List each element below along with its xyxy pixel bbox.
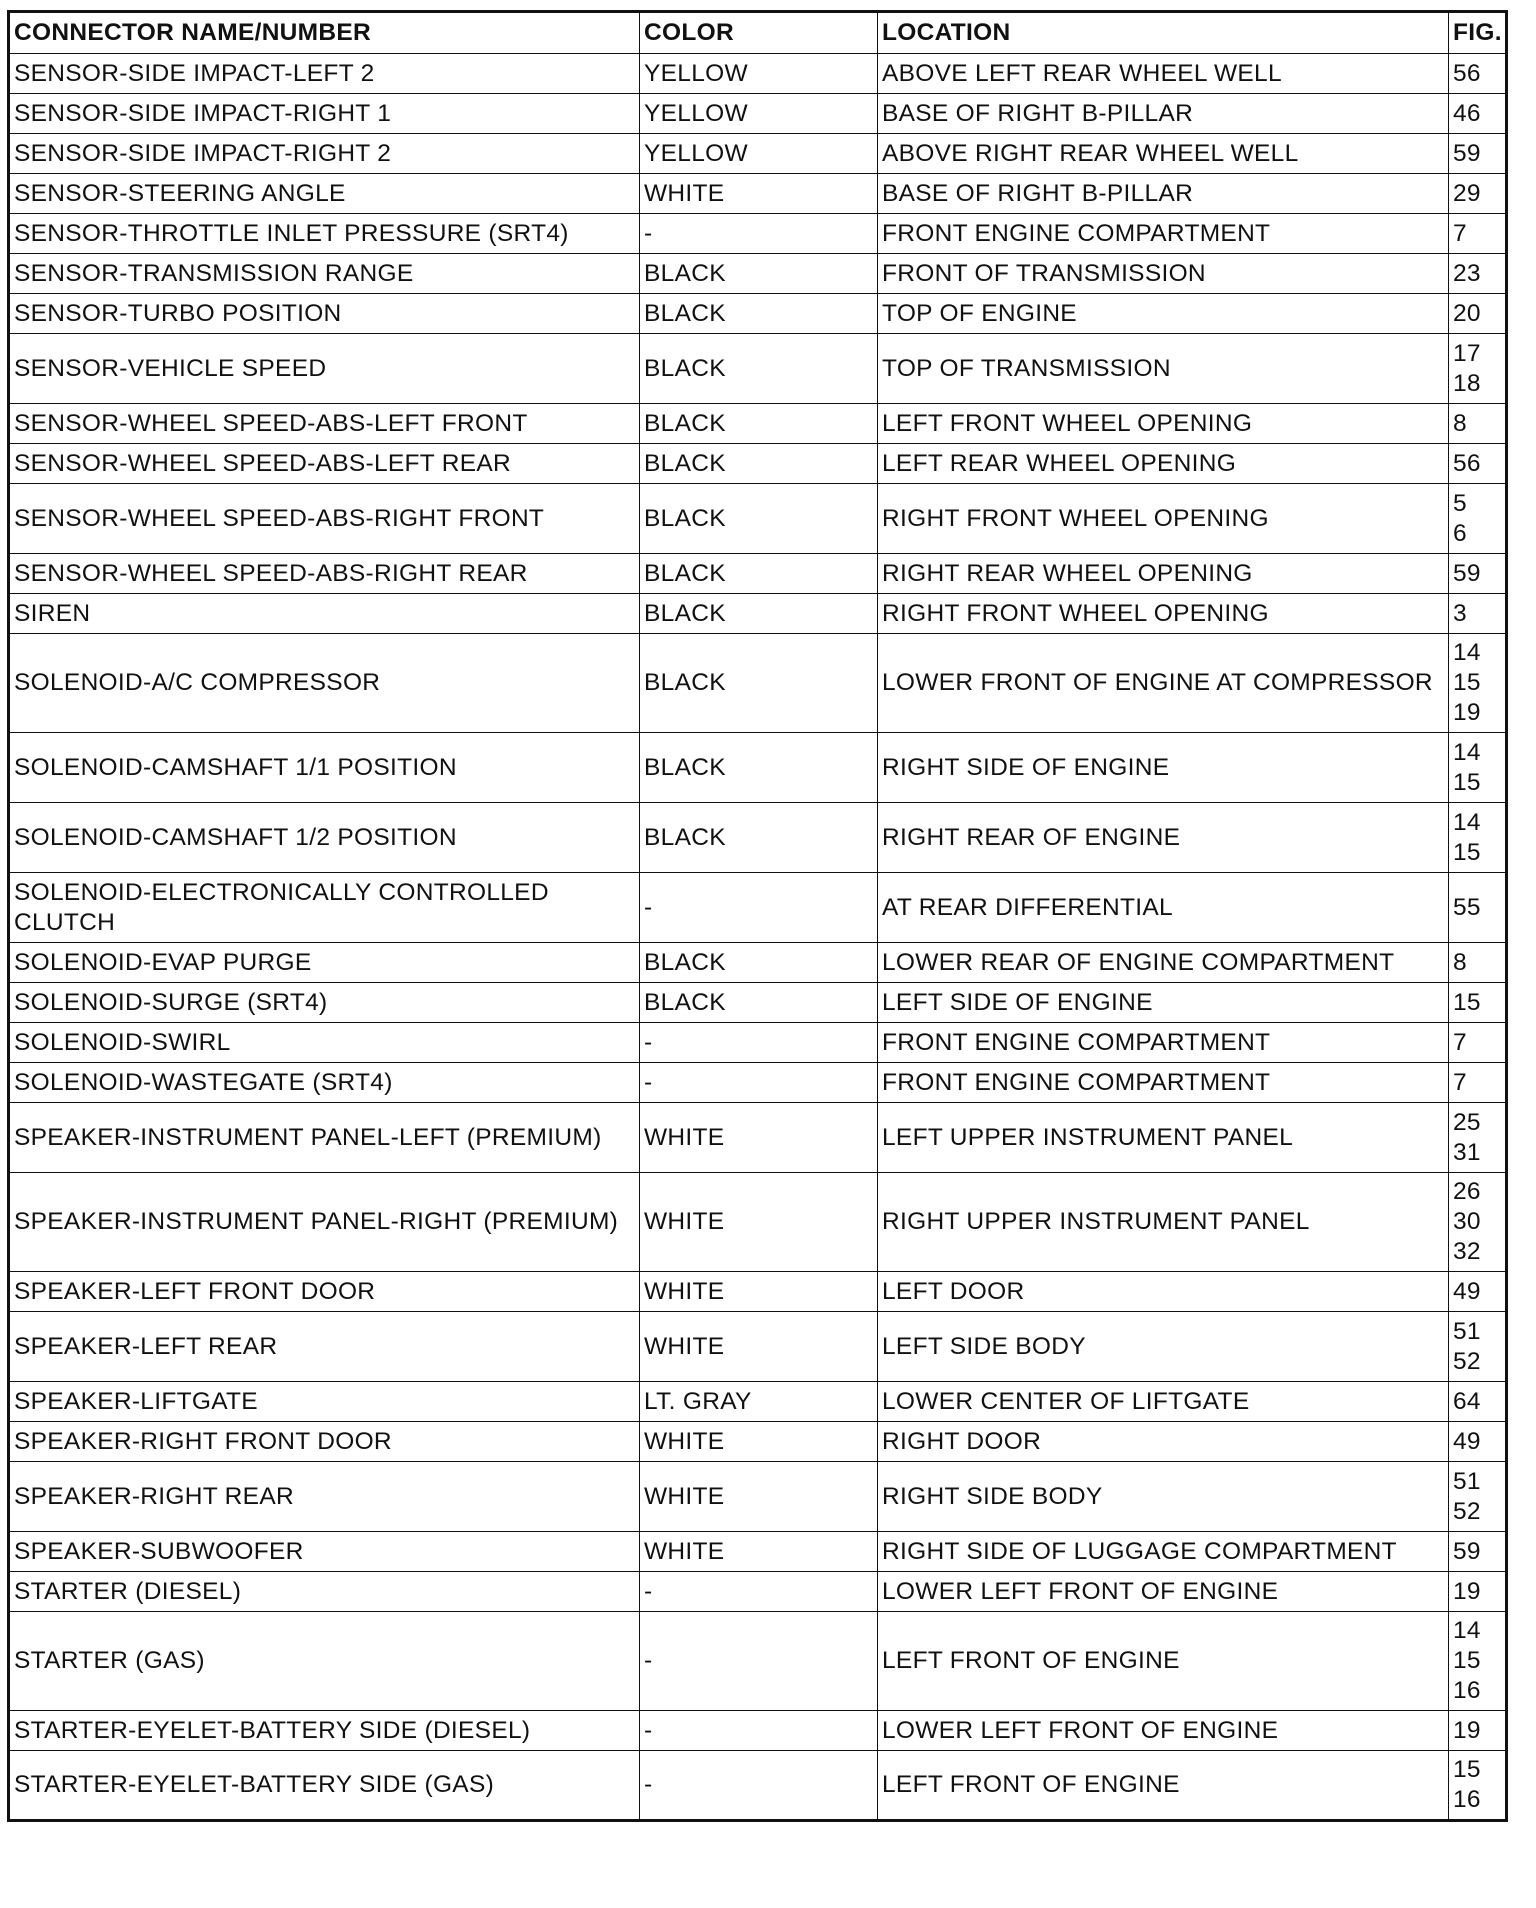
color-cell: YELLOW [640,94,878,134]
fig-number: 51 [1453,1317,1481,1345]
color-cell: - [640,1612,878,1711]
color-cell: BLACK [640,254,878,294]
location-cell: RIGHT SIDE OF ENGINE [878,733,1449,803]
color-cell: BLACK [640,554,878,594]
table-row [9,1382,1507,1422]
location-cell: RIGHT REAR WHEEL OPENING [878,554,1449,594]
connector-name-cell: SENSOR-WHEEL SPEED-ABS-RIGHT REAR [9,554,640,594]
fig-number: 8 [1453,409,1467,437]
table-row [9,134,1507,174]
connector-name-cell: SOLENOID-CAMSHAFT 1/2 POSITION [9,803,640,873]
fig-cell [1449,983,1507,1023]
fig-number: 64 [1453,1387,1481,1415]
table-row [9,1272,1507,1312]
table-row [9,1063,1507,1103]
color-cell: YELLOW [640,54,878,94]
fig-cell [1449,1462,1507,1532]
location-cell: LOWER LEFT FRONT OF ENGINE [878,1711,1449,1751]
header-fig: FIG. [1449,12,1507,54]
location-cell: LOWER FRONT OF ENGINE AT COMPRESSOR [878,634,1449,733]
location-cell: BASE OF RIGHT B-PILLAR [878,94,1449,134]
table-row [9,1023,1507,1063]
connector-name-cell: STARTER-EYELET-BATTERY SIDE (DIESEL) [9,1711,640,1751]
location-cell: FRONT ENGINE COMPARTMENT [878,214,1449,254]
color-cell: WHITE [640,1272,878,1312]
fig-cell [1449,334,1507,404]
location-cell: FRONT ENGINE COMPARTMENT [878,1023,1449,1063]
fig-number: 8 [1453,948,1467,976]
fig-number: 51 [1453,1467,1481,1495]
fig-number: 26 [1453,1178,1481,1205]
fig-cell [1449,1103,1507,1173]
color-cell: WHITE [640,1312,878,1382]
table-row [9,1312,1507,1382]
color-cell: WHITE [640,1532,878,1572]
connector-name-cell: STARTER-EYELET-BATTERY SIDE (GAS) [9,1751,640,1821]
table-row [9,554,1507,594]
location-cell: TOP OF ENGINE [878,294,1449,334]
fig-cell [1449,54,1507,94]
fig-number: 7 [1453,1028,1467,1056]
fig-cell [1449,1751,1507,1821]
fig-cell [1449,1312,1507,1382]
fig-cell [1449,1063,1507,1103]
color-cell: BLACK [640,484,878,554]
fig-cell [1449,134,1507,174]
location-cell: LEFT FRONT OF ENGINE [878,1751,1449,1821]
fig-cell [1449,94,1507,134]
fig-number: 15 [1453,669,1481,696]
connector-table [7,10,1508,1822]
location-cell: FRONT ENGINE COMPARTMENT [878,1063,1449,1103]
connector-name-cell: SENSOR-VEHICLE SPEED [9,334,640,404]
fig-number: 15 [1453,1756,1481,1783]
table-row [9,484,1507,554]
location-cell: RIGHT DOOR [878,1422,1449,1462]
color-cell: BLACK [640,983,878,1023]
connector-name-cell: SPEAKER-LEFT REAR [9,1312,640,1382]
color-cell: - [640,1063,878,1103]
fig-number: 15 [1453,988,1481,1016]
fig-number: 25 [1453,1108,1481,1136]
color-cell: WHITE [640,1103,878,1173]
fig-number: 56 [1453,59,1481,87]
fig-number: 14 [1453,808,1481,836]
fig-cell [1449,943,1507,983]
header-color: COLOR [640,12,878,54]
fig-number: 52 [1453,1347,1481,1375]
fig-number: 7 [1453,219,1467,247]
fig-cell [1449,594,1507,634]
table-row [9,634,1507,733]
color-cell: BLACK [640,803,878,873]
connector-name-cell: SENSOR-TRANSMISSION RANGE [9,254,640,294]
color-cell: - [640,873,878,943]
connector-name-cell: SPEAKER-LEFT FRONT DOOR [9,1272,640,1312]
table-row [9,1422,1507,1462]
table-row [9,1532,1507,1572]
fig-number: 15 [1453,768,1481,796]
connector-name-cell: SENSOR-SIDE IMPACT-RIGHT 1 [9,94,640,134]
table-row [9,54,1507,94]
location-cell: FRONT OF TRANSMISSION [878,254,1449,294]
table-row [9,1612,1507,1711]
table-row [9,404,1507,444]
fig-number: 55 [1453,893,1481,921]
fig-cell [1449,1532,1507,1572]
connector-name-cell: SPEAKER-SUBWOOFER [9,1532,640,1572]
color-cell: BLACK [640,294,878,334]
connector-name-cell: SENSOR-WHEEL SPEED-ABS-LEFT REAR [9,444,640,484]
fig-number: 6 [1453,519,1467,547]
fig-number: 59 [1453,559,1481,587]
fig-number: 23 [1453,259,1481,287]
table-row [9,444,1507,484]
fig-number: 29 [1453,179,1481,207]
table-row [9,943,1507,983]
connector-name-cell: SIREN [9,594,640,634]
color-cell: BLACK [640,943,878,983]
color-cell: LT. GRAY [640,1382,878,1422]
connector-name-cell: SENSOR-SIDE IMPACT-LEFT 2 [9,54,640,94]
connector-name-cell: SOLENOID-ELECTRONICALLY CONTROLLED CLUTCH [9,873,640,943]
color-cell: WHITE [640,1173,878,1272]
fig-number: 3 [1453,599,1467,627]
connector-name-cell: SOLENOID-WASTEGATE (SRT4) [9,1063,640,1103]
fig-number: 14 [1453,639,1481,666]
connector-name-cell: SOLENOID-SWIRL [9,1023,640,1063]
color-cell: BLACK [640,444,878,484]
fig-number: 14 [1453,1617,1481,1644]
location-cell: RIGHT UPPER INSTRUMENT PANEL [878,1173,1449,1272]
table-row [9,94,1507,134]
header-row [9,12,1507,54]
location-cell: AT REAR DIFFERENTIAL [878,873,1449,943]
fig-number: 15 [1453,1647,1481,1674]
connector-name-cell: SPEAKER-INSTRUMENT PANEL-RIGHT (PREMIUM) [9,1173,640,1272]
connector-name-cell: SOLENOID-EVAP PURGE [9,943,640,983]
location-cell: TOP OF TRANSMISSION [878,334,1449,404]
fig-number: 19 [1453,1577,1481,1605]
color-cell: BLACK [640,404,878,444]
table-row [9,1173,1507,1272]
table-row [9,214,1507,254]
location-cell: LEFT SIDE BODY [878,1312,1449,1382]
location-cell: LEFT FRONT WHEEL OPENING [878,404,1449,444]
fig-cell [1449,1382,1507,1422]
fig-number: 32 [1453,1238,1481,1265]
color-cell: - [640,1023,878,1063]
table-row [9,1572,1507,1612]
fig-number: 16 [1453,1786,1481,1813]
fig-number: 56 [1453,449,1481,477]
fig-cell [1449,1023,1507,1063]
header-location: LOCATION [878,12,1449,54]
fig-cell [1449,1572,1507,1612]
color-cell: - [640,214,878,254]
color-cell: - [640,1751,878,1821]
connector-name-cell: STARTER (DIESEL) [9,1572,640,1612]
fig-number: 16 [1453,1677,1481,1704]
location-cell: LEFT UPPER INSTRUMENT PANEL [878,1103,1449,1173]
table-row [9,1711,1507,1751]
fig-number: 17 [1453,339,1481,367]
connector-name-cell: SENSOR-SIDE IMPACT-RIGHT 2 [9,134,640,174]
location-cell: LEFT FRONT OF ENGINE [878,1612,1449,1711]
location-cell: RIGHT SIDE OF LUGGAGE COMPARTMENT [878,1532,1449,1572]
fig-number: 46 [1453,99,1481,127]
table-row [9,873,1507,943]
fig-cell [1449,254,1507,294]
color-cell: - [640,1711,878,1751]
table-row [9,803,1507,873]
fig-number: 7 [1453,1068,1467,1096]
fig-number: 49 [1453,1427,1481,1455]
fig-number: 30 [1453,1208,1481,1235]
table-row [9,1103,1507,1173]
location-cell: BASE OF RIGHT B-PILLAR [878,174,1449,214]
location-cell: ABOVE RIGHT REAR WHEEL WELL [878,134,1449,174]
fig-number: 19 [1453,699,1481,726]
connector-name-cell: SENSOR-THROTTLE INLET PRESSURE (SRT4) [9,214,640,254]
table-row [9,1751,1507,1821]
connector-name-cell: SENSOR-STEERING ANGLE [9,174,640,214]
fig-cell [1449,554,1507,594]
color-cell: YELLOW [640,134,878,174]
connector-name-cell: SOLENOID-A/C COMPRESSOR [9,634,640,733]
connector-name-cell: SPEAKER-RIGHT FRONT DOOR [9,1422,640,1462]
fig-cell [1449,174,1507,214]
fig-number: 59 [1453,139,1481,167]
fig-cell [1449,404,1507,444]
connector-name-cell: SPEAKER-INSTRUMENT PANEL-LEFT (PREMIUM) [9,1103,640,1173]
fig-cell [1449,1422,1507,1462]
table-row [9,1462,1507,1532]
location-cell: LEFT SIDE OF ENGINE [878,983,1449,1023]
fig-number: 52 [1453,1497,1481,1525]
location-cell: LOWER CENTER OF LIFTGATE [878,1382,1449,1422]
fig-number: 5 [1453,489,1467,517]
fig-cell [1449,873,1507,943]
fig-cell [1449,1173,1507,1272]
fig-cell [1449,444,1507,484]
connector-name-cell: SOLENOID-SURGE (SRT4) [9,983,640,1023]
fig-cell [1449,484,1507,554]
fig-cell [1449,1272,1507,1312]
location-cell: RIGHT FRONT WHEEL OPENING [878,484,1449,554]
color-cell: BLACK [640,334,878,404]
fig-cell [1449,803,1507,873]
table-row [9,254,1507,294]
location-cell: ABOVE LEFT REAR WHEEL WELL [878,54,1449,94]
connector-name-cell: STARTER (GAS) [9,1612,640,1711]
table-body [9,54,1507,1821]
fig-cell [1449,1612,1507,1711]
color-cell: BLACK [640,634,878,733]
color-cell: BLACK [640,733,878,803]
connector-name-cell: SENSOR-TURBO POSITION [9,294,640,334]
connector-name-cell: SOLENOID-CAMSHAFT 1/1 POSITION [9,733,640,803]
fig-cell [1449,733,1507,803]
connector-name-cell: SPEAKER-LIFTGATE [9,1382,640,1422]
fig-cell [1449,294,1507,334]
fig-cell [1449,1711,1507,1751]
fig-number: 15 [1453,838,1481,866]
location-cell: RIGHT FRONT WHEEL OPENING [878,594,1449,634]
fig-cell [1449,214,1507,254]
fig-number: 31 [1453,1138,1481,1166]
location-cell: RIGHT REAR OF ENGINE [878,803,1449,873]
fig-number: 19 [1453,1716,1481,1744]
connector-name-cell: SPEAKER-RIGHT REAR [9,1462,640,1532]
fig-cell [1449,634,1507,733]
table-row [9,174,1507,214]
fig-number: 59 [1453,1537,1481,1565]
color-cell: WHITE [640,1462,878,1532]
color-cell: BLACK [640,594,878,634]
location-cell: LOWER LEFT FRONT OF ENGINE [878,1572,1449,1612]
table-row [9,334,1507,404]
table-row [9,983,1507,1023]
color-cell: - [640,1572,878,1612]
connector-name-cell: SENSOR-WHEEL SPEED-ABS-LEFT FRONT [9,404,640,444]
fig-number: 18 [1453,369,1481,397]
color-cell: WHITE [640,1422,878,1462]
fig-number: 14 [1453,738,1481,766]
location-cell: RIGHT SIDE BODY [878,1462,1449,1532]
table-row [9,594,1507,634]
connector-name-cell: SENSOR-WHEEL SPEED-ABS-RIGHT FRONT [9,484,640,554]
fig-number: 49 [1453,1277,1481,1305]
location-cell: LOWER REAR OF ENGINE COMPARTMENT [878,943,1449,983]
location-cell: LEFT DOOR [878,1272,1449,1312]
table-row [9,733,1507,803]
location-cell: LEFT REAR WHEEL OPENING [878,444,1449,484]
header-connector-name: CONNECTOR NAME/NUMBER [9,12,640,54]
table-row [9,294,1507,334]
color-cell: WHITE [640,174,878,214]
fig-number: 20 [1453,299,1481,327]
